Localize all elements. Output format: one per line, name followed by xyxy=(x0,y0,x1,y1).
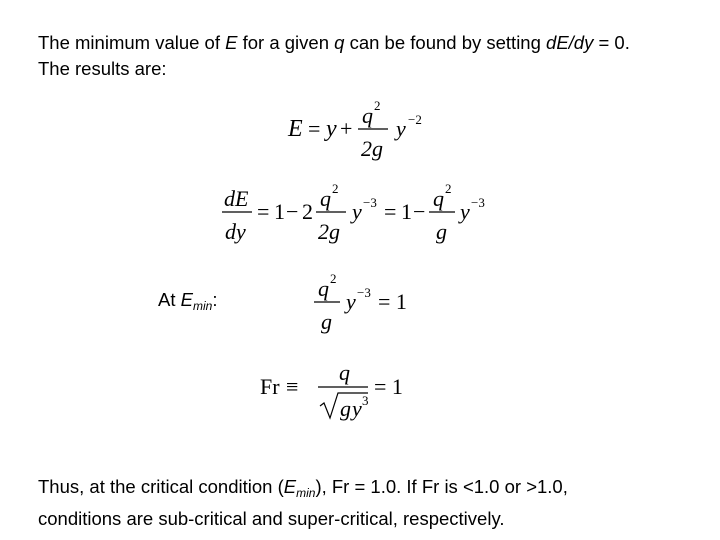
eq3-q-exp: 2 xyxy=(330,271,337,286)
emin-E: E xyxy=(180,289,193,310)
eq2-denominator-2: g xyxy=(436,219,447,244)
eq4-y-exp: 3 xyxy=(362,393,369,408)
eq1-q-exponent: 2 xyxy=(374,98,381,113)
eq4-q: q xyxy=(339,360,350,385)
eq1-equals: = xyxy=(308,116,321,141)
eq1-plus: + xyxy=(340,116,353,141)
emin-subscript: min xyxy=(192,299,213,313)
eq4-rhs: = 1 xyxy=(374,374,403,399)
eq1-y: y xyxy=(326,116,337,142)
eq3-q: q xyxy=(318,276,329,301)
conclusion-line-2: conditions are sub-critical and super-critical, respectively. xyxy=(38,508,505,529)
eq2-denominator-1: 2g xyxy=(318,219,340,244)
eq1-y-exponent: −2 xyxy=(408,112,422,127)
eq2-q-exp-2: 2 xyxy=(445,181,452,196)
eq4-y: y xyxy=(352,396,362,421)
eq2-minus-2: − xyxy=(413,199,426,224)
eq2-y-1: y xyxy=(352,199,362,224)
eq1-denominator: 2g xyxy=(361,136,383,161)
intro-line-2: The results are: xyxy=(38,58,167,79)
emin-label xyxy=(158,289,217,313)
eq2-q-exp-1: 2 xyxy=(332,181,339,196)
conclusion-subscript: min xyxy=(296,486,316,500)
conclusion-paragraph xyxy=(38,474,568,532)
eq2-dE: dE xyxy=(224,186,249,211)
eq2-q-1: q xyxy=(320,186,331,211)
eq3-y: y xyxy=(346,289,356,314)
eq1-y2: y xyxy=(396,116,406,141)
eq2-minus-1: − xyxy=(286,199,299,224)
equation-froude xyxy=(258,356,418,426)
eq2-y-2: y xyxy=(460,199,470,224)
eq2-y-exp-2: −3 xyxy=(471,195,485,210)
intro-text-a: The minimum value of xyxy=(38,32,226,53)
eq2-one-2: 1 xyxy=(401,199,412,224)
eq4-Fr: Fr xyxy=(260,374,280,399)
emin-prefix: At xyxy=(158,289,181,310)
equation-energy xyxy=(288,96,438,162)
emin-colon: : xyxy=(212,289,218,310)
eq3-denominator: g xyxy=(321,309,332,334)
eq2-one-1: 1 xyxy=(274,199,285,224)
equation-derivative xyxy=(222,178,492,248)
conclusion-text-a: Thus, at the critical condition ( xyxy=(38,476,284,497)
intro-text-c: can be found by setting xyxy=(344,32,547,53)
eq4-g: g xyxy=(340,396,351,421)
eq3-rhs: = 1 xyxy=(378,289,407,314)
eq2-q-2: q xyxy=(433,186,444,211)
intro-text-b: for a given xyxy=(237,32,335,53)
intro-paragraph xyxy=(38,30,630,82)
conclusion-text-b: ), Fr = 1.0. If Fr is <1.0 or >1.0, xyxy=(315,476,568,497)
eq1-q: q xyxy=(362,103,373,128)
intro-line-1 xyxy=(38,30,630,56)
intro-derivative: dE/dy xyxy=(546,32,594,53)
eq1-E: E xyxy=(288,116,303,142)
eq2-equals-2: = xyxy=(384,199,397,224)
eq2-equals-1: = xyxy=(257,199,270,224)
conclusion-var-E: E xyxy=(283,476,297,497)
intro-var-q: q xyxy=(334,32,345,53)
eq2-y-exp-1: −3 xyxy=(363,195,377,210)
eq2-dy: dy xyxy=(225,219,246,244)
eq4-equiv: ≡ xyxy=(286,374,299,399)
conclusion-line-1 xyxy=(38,474,568,506)
eq2-coeff-2: 2 xyxy=(302,199,313,224)
eq3-y-exp: −3 xyxy=(357,285,371,300)
intro-text-d: = 0. xyxy=(593,32,630,53)
intro-var-E: E xyxy=(225,32,238,53)
equation-critical xyxy=(314,268,414,338)
